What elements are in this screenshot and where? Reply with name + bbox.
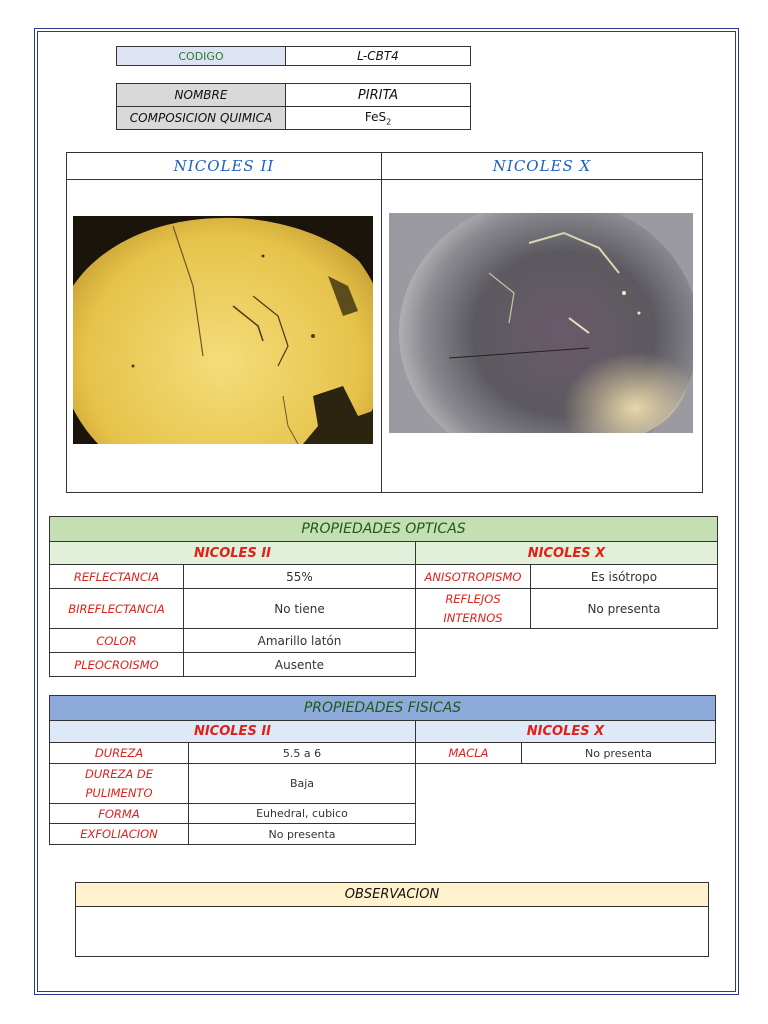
anisotropismo-value: Es isótropo	[531, 565, 718, 589]
observacion-text	[76, 907, 709, 957]
forma-label: FORMA	[50, 804, 189, 824]
fisicas-table	[49, 695, 716, 845]
codigo-table	[116, 46, 471, 66]
micrograph-crossed-nicols	[389, 213, 693, 433]
fisicas-nicoles-x-header: NICOLES X	[416, 721, 716, 743]
nicoles-x-title: NICOLES X	[382, 153, 703, 180]
dureza-pulimento-line1: DUREZA DE	[84, 766, 154, 781]
nombre-label: NOMBRE	[117, 84, 286, 107]
dureza-label: DUREZA	[50, 743, 189, 764]
fisicas-title: PROPIEDADES FISICAS	[50, 696, 716, 721]
codigo-label: CODIGO	[117, 47, 286, 66]
macla-value: No presenta	[522, 743, 716, 764]
color-value: Amarillo latón	[184, 629, 416, 653]
formula-subscript: 2	[386, 117, 392, 127]
forma-value: Euhedral, cubico	[189, 804, 416, 824]
observacion-table	[75, 882, 709, 957]
formula-main: FeS	[364, 109, 387, 124]
reflejos-internos-label	[416, 589, 531, 629]
opticas-title: PROPIEDADES OPTICAS	[50, 517, 718, 542]
identity-table	[116, 83, 471, 130]
pleocroismo-value: Ausente	[184, 653, 416, 677]
empty-cell	[416, 764, 716, 804]
empty-cell	[416, 824, 716, 845]
reflejos-line1: REFLEJOS	[445, 591, 501, 606]
opticas-nicoles-ii-header: NICOLES II	[50, 542, 416, 565]
dureza-pulimento-line2: PULIMENTO	[85, 785, 153, 800]
opticas-table	[49, 516, 718, 677]
reflejos-internos-value: No presenta	[531, 589, 718, 629]
dureza-value: 5.5 a 6	[189, 743, 416, 764]
nicoles-ii-title: NICOLES II	[67, 153, 382, 180]
composicion-label: COMPOSICION QUIMICA	[117, 107, 286, 130]
pleocroismo-label: PLEOCROISMO	[50, 653, 184, 677]
codigo-value: L-CBT4	[286, 47, 471, 66]
empty-cell	[416, 629, 718, 653]
empty-cell	[416, 804, 716, 824]
opticas-nicoles-x-header: NICOLES X	[416, 542, 718, 565]
nombre-value: PIRITA	[286, 84, 471, 107]
composicion-value	[286, 107, 471, 130]
reflejos-line2: INTERNOS	[443, 610, 503, 625]
reflectancia-value: 55%	[184, 565, 416, 589]
exfoliacion-label: EXFOLIACION	[50, 824, 189, 845]
dureza-pulimento-value: Baja	[189, 764, 416, 804]
dureza-pulimento-label	[50, 764, 189, 804]
fisicas-nicoles-ii-header: NICOLES II	[50, 721, 416, 743]
color-label: COLOR	[50, 629, 184, 653]
bireflectancia-value: No tiene	[184, 589, 416, 629]
macla-label: MACLA	[416, 743, 522, 764]
exfoliacion-value: No presenta	[189, 824, 416, 845]
observacion-title: OBSERVACION	[76, 883, 709, 907]
micrograph-parallel-nicols	[73, 216, 373, 444]
anisotropismo-label: ANISOTROPISMO	[416, 565, 531, 589]
reflectancia-label: REFLECTANCIA	[50, 565, 184, 589]
bireflectancia-label: BIREFLECTANCIA	[50, 589, 184, 629]
empty-cell	[416, 653, 718, 677]
